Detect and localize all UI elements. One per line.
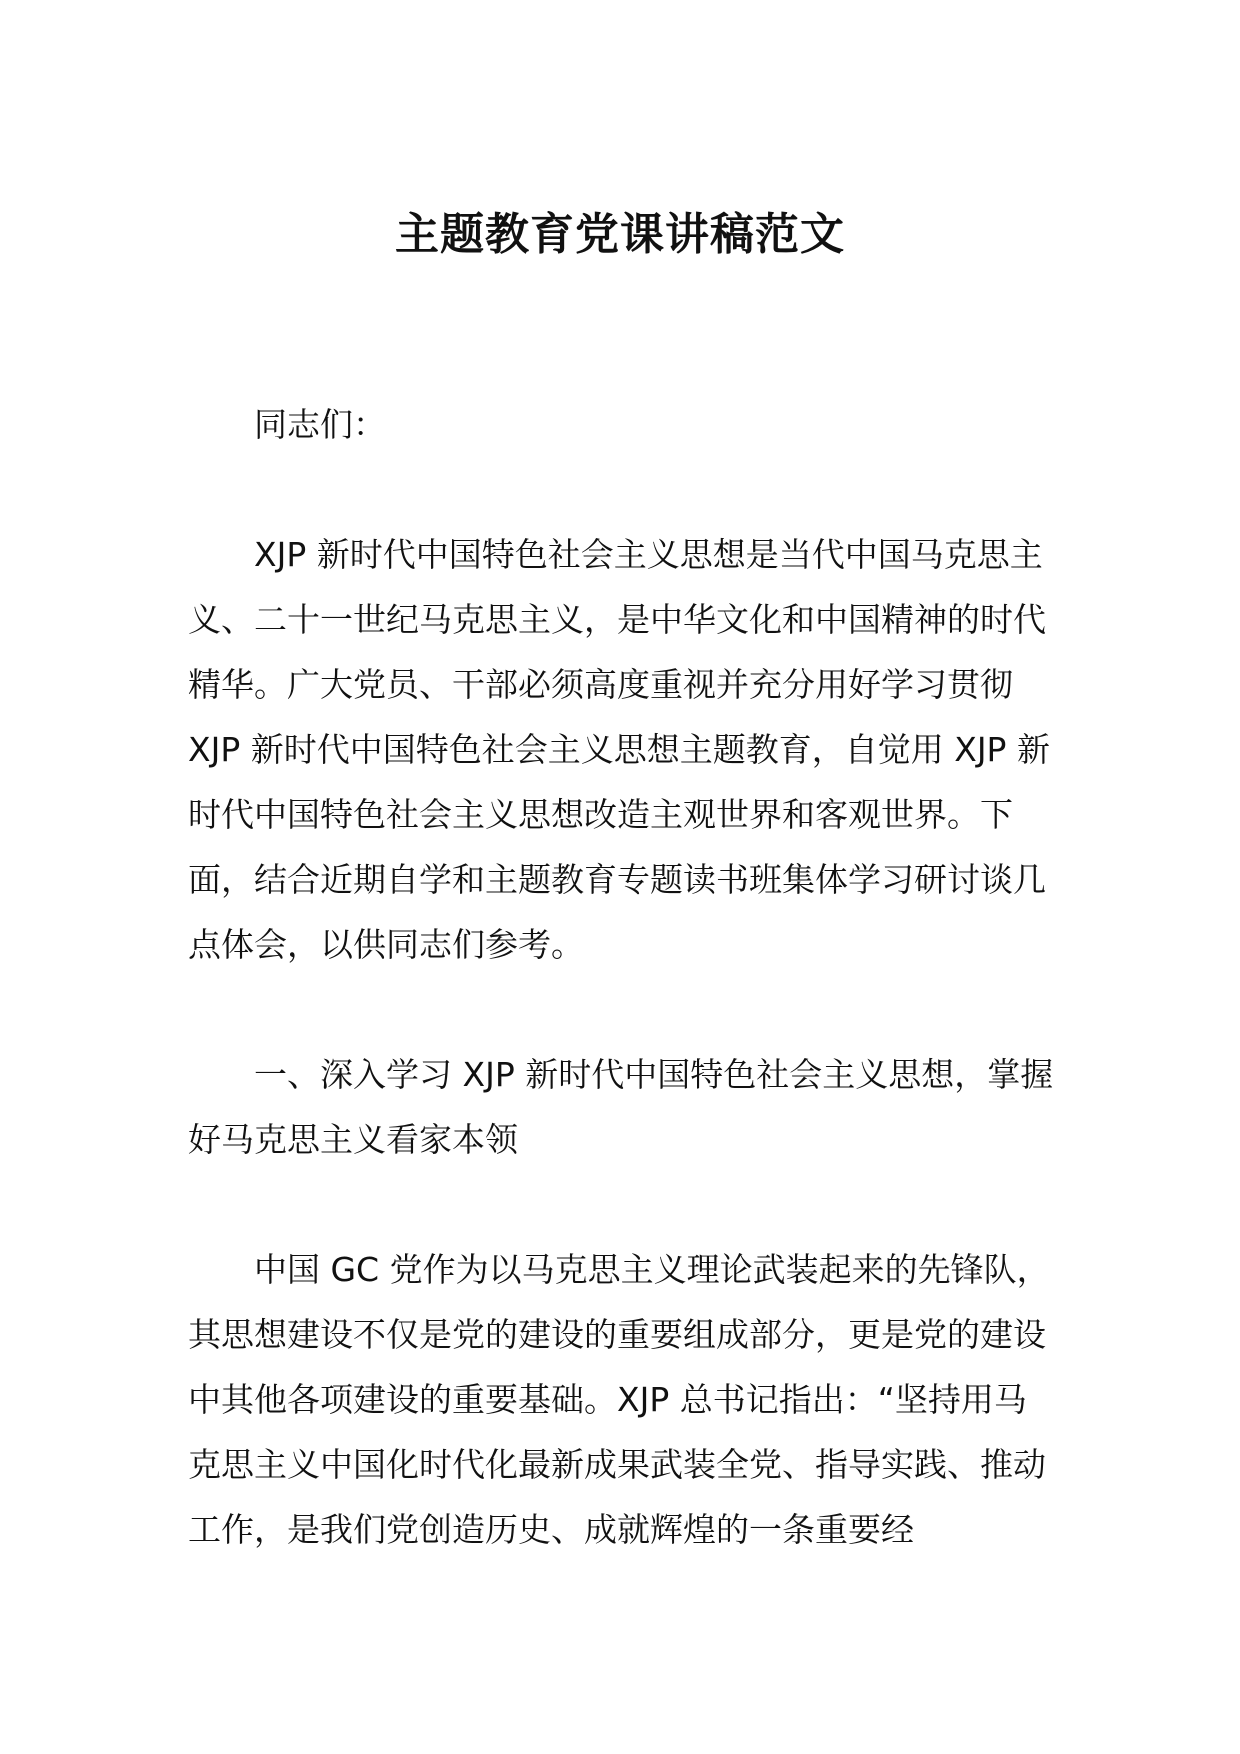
document-body xyxy=(188,392,1056,1562)
body-paragraph: 中国 GC 党作为以马克思主义理论武装起来的先锋队，其思想建设不仅是党的建设的重要组成部分，更是党的建设中其他各项建设的重要基础。XJP 总书记指出：“坚持用马克思主义中国化时代化最新成果武装全党、指导实践、推动工作，是我们党创造历史、成就辉煌的一条重要经 xyxy=(188,1250,1050,1549)
intro-paragraph: XJP 新时代中国特色社会主义思想是当代中国马克思主义、二十一世纪马克思主义，是中华文化和中国精神的时代精华。广大党员、干部必须高度重视并充分用好学习贯彻 XJP 新时代中国特色社会主义思想主题教育，自觉用 XJP 新时代中国特色社会主义思想改造主观世界和客观世界。下面，结合近期自学和主题教育专题读书班集体学习研讨谈几点体会，以供同志们参考。 xyxy=(188,535,1050,964)
document-title: 主题教育党课讲稿范文 xyxy=(395,209,845,260)
salutation-paragraph: 同志们： xyxy=(254,405,386,444)
section-heading-paragraph: 一、深入学习 XJP 新时代中国特色社会主义思想，掌握好马克思主义看家本领 xyxy=(188,1055,1054,1159)
